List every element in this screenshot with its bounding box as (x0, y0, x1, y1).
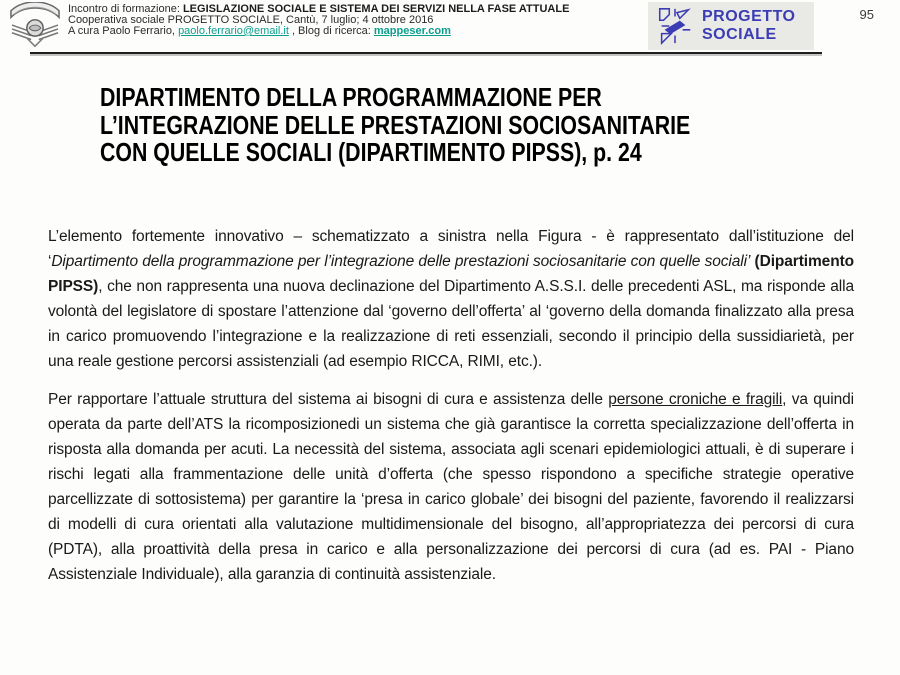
page-number: 95 (859, 7, 874, 22)
training-line-prefix: Incontro di formazione: (68, 3, 183, 15)
paragraph: Per rapportare l’attuale struttura del sistema ai bisogni di cura e assistenza delle persone croniche e fragili, va quindi operata da parte dell’ATS la ricomposizionedi un sistema che già garantisce la corretta specializzazione dell’offerta in risposta alla domanda per acuti. La necessità del sistema, associata agli scenari epidemiologici attuali, è di superare i rischi legati alla frammentazione delle unità d’offerta (che spesso rispondono a specifiche strategie operative parcellizzate di sottosistema) per garantire la ‘presa in carico globale’ dei bisogni del paziente, favorendo il realizzarsi di modelli di cura orientati alla valutazione multidimensionale del bisogno, all’appropriatezza dei percorsi di cura (PDTA), alla proattività della presa in carico e alla personalizzazione dei percorsi di cura (ad es. PAI - Piano Assistenziale Individuale), alla garanzia di continuità assistenziale. (48, 391, 854, 583)
training-line-title: LEGISLAZIONE SOCIALE E SISTEMA DEI SERVIZI NELLA FASE ATTUALE (182, 3, 570, 15)
body-text (48, 224, 854, 600)
header-divider (30, 52, 822, 54)
header-org-line: Cooperativa sociale PROGETTO SOCIALE, Cantù, 7 luglio; 4 ottobre 2016 (68, 14, 434, 26)
author-line-prefix: A cura Paolo Ferrario, (68, 25, 179, 37)
wordmark-line1: PROGETTO (702, 8, 796, 25)
header-author-line (68, 26, 573, 37)
handshake-book-emblem-icon (6, 2, 64, 52)
blog-link[interactable]: mappeser.com (373, 25, 451, 37)
author-line-middle: , Blog di ricerca: (288, 25, 374, 37)
paragraph: L’elemento fortemente innovativo – schematizzato a sinistra nella Figura - è rappresentato dall’istituzione del ‘Dipartimento della programmazione per l’integrazione delle prestazioni sociosanitarie con quelle sociali’ (Dipartimento PIPSS), che non rappresenta una nuova declinazione del Dipartimento A.S.S.I. delle precedenti ASL, ma risponde alla volontà del legislatore di spostare l’attenzione dal ‘governo dell’offerta’ al ‘governo della domanda finalizzato alla presa in carico promuovendo l’integrazione e la realizzazione di reti essenziali, secondo il principio della sussidiarietà, per una reale gestione percorsi assistenziali (ad esempio RICCA, RIMI, etc.). (48, 228, 854, 370)
progetto-sociale-logo (648, 2, 814, 50)
wordmark-line2: SOCIALE (702, 26, 777, 43)
geometric-arrows-icon (654, 5, 696, 47)
progetto-sociale-wordmark (702, 8, 796, 44)
slide-title: DIPARTIMENTO DELLA PROGRAMMAZIONE PER L’INTEGRAZIONE DELLE PRESTAZIONI SOCIOSANITARIE CON QUELLE SOCIALI (DIPARTIMENTO PIPSS), p. 24 (100, 82, 691, 167)
email-link[interactable]: paolo.ferrario@email.it (178, 25, 289, 37)
header-text (68, 4, 573, 37)
